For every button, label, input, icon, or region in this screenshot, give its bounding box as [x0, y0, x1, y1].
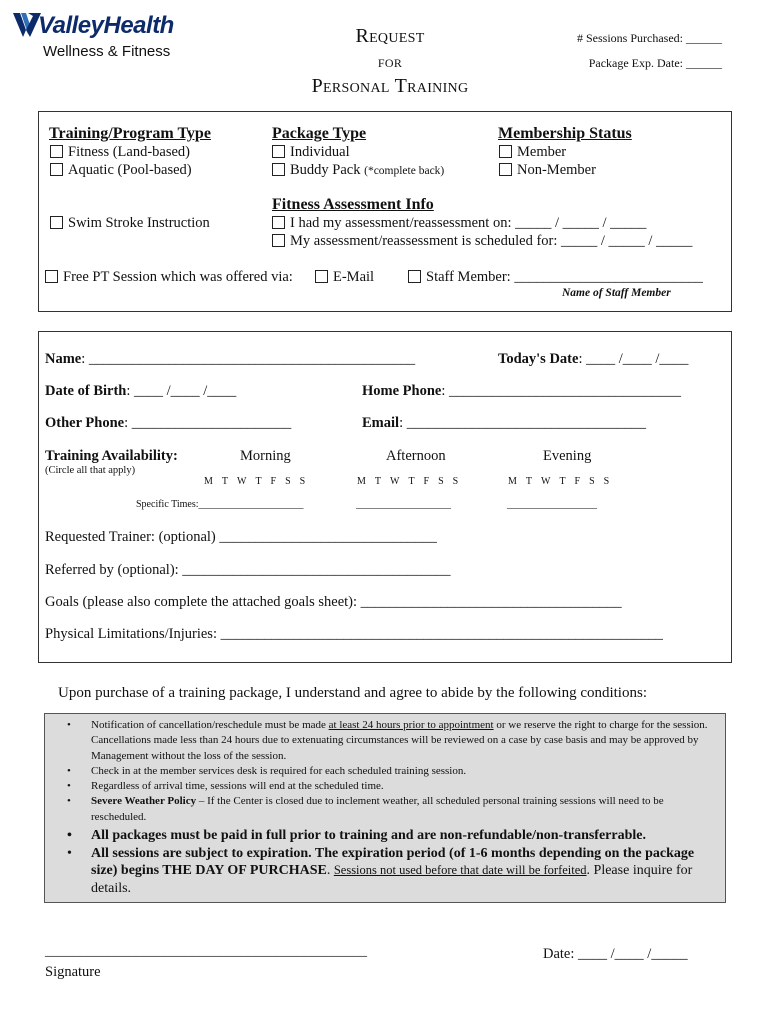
- training-type-heading: Training/Program Type: [49, 125, 211, 142]
- title-line-3: Personal Training: [311, 75, 469, 97]
- other-phone-line: : ______________________: [124, 415, 292, 431]
- assessment-had-checkbox[interactable]: [272, 216, 285, 229]
- conditions-intro: Upon purchase of a training package, I understand and agree to abide by the following conditions:: [58, 685, 647, 701]
- fitness-checkbox[interactable]: [50, 145, 63, 158]
- personal-info-section: [38, 331, 732, 663]
- non-member-checkbox[interactable]: [499, 163, 512, 176]
- condition-expiration: [45, 845, 717, 898]
- afternoon-label: Afternoon: [386, 448, 446, 464]
- staff-member-label: Staff Member: __________________________: [426, 269, 703, 285]
- evening-days[interactable]: MTWTFSS: [508, 476, 619, 487]
- condition-1-rest: or we reserve the right to charge for the session. Cancellations made less than 24 hours due to extenuating circumstances will be reviewed on a case by case basis and may be approved by Management without the loss of the session.: [91, 719, 708, 762]
- name-field[interactable]: [45, 351, 415, 368]
- form-title: [250, 24, 530, 99]
- option-individual[interactable]: [272, 144, 350, 161]
- signature-label: Signature: [45, 964, 101, 980]
- afternoon-days[interactable]: MTWTFSS: [357, 476, 468, 487]
- swim-stroke-checkbox[interactable]: [50, 216, 63, 229]
- referred-by-field[interactable]: Referred by (optional): _____________________________________: [45, 562, 451, 578]
- expiration-bold: All sessions are subject to expiration. The expiration period (of 1-6 months depending on the package size) begins THE DAY OF PURCHASE: [91, 845, 695, 879]
- evening-label: Evening: [543, 448, 592, 464]
- dob-field[interactable]: [45, 383, 236, 400]
- specific-times-label: Specific Times:: [136, 499, 199, 510]
- option-free-pt-session[interactable]: [45, 269, 293, 286]
- morning-times-line: _____________________: [198, 499, 304, 510]
- dob-label: Date of Birth: [45, 383, 127, 399]
- severe-weather-title: Severe Weather Policy: [91, 795, 197, 808]
- goals-field[interactable]: Goals (please also complete the attached goals sheet): ____________________________________: [45, 594, 622, 610]
- specific-times-field[interactable]: [136, 499, 304, 510]
- email-option-label: E-Mail: [333, 269, 375, 285]
- free-pt-label: Free PT Session which was offered via:: [63, 269, 293, 285]
- todays-date-label: Today's Date: [498, 351, 579, 367]
- option-assessment-had[interactable]: [272, 215, 646, 232]
- conditions-box: [44, 713, 726, 903]
- expiration-dot: .: [326, 863, 331, 879]
- requested-trainer-field[interactable]: Requested Trainer: (optional) ______________________________: [45, 529, 437, 545]
- staff-member-checkbox[interactable]: [408, 270, 421, 283]
- buddy-pack-checkbox[interactable]: [272, 163, 285, 176]
- aquatic-checkbox[interactable]: [50, 163, 63, 176]
- evening-times-line[interactable]: __________________: [507, 499, 597, 510]
- expiration-end: . Please inquire for details.: [91, 863, 693, 896]
- option-aquatic[interactable]: [50, 162, 192, 179]
- home-phone-label: Home Phone: [362, 383, 442, 399]
- option-swim-stroke[interactable]: [50, 215, 210, 232]
- logo-subtitle: Wellness & Fitness: [43, 43, 171, 60]
- free-pt-checkbox[interactable]: [45, 270, 58, 283]
- condition-1-text: Notification of cancellation/reschedule must be made: [91, 719, 329, 731]
- member-label: Member: [517, 144, 567, 160]
- individual-label: Individual: [290, 144, 350, 160]
- assessment-had-label: I had my assessment/reassessment on: _____ / _____ / _____: [290, 215, 647, 231]
- email-label: Email: [362, 415, 400, 431]
- aquatic-label: Aquatic (Pool-based): [68, 162, 192, 178]
- condition-arrival-time: • Regardless of arrival time, sessions will end at the scheduled time.: [45, 779, 717, 794]
- email-line: : _________________________________: [399, 415, 646, 431]
- home-phone-field[interactable]: [362, 383, 681, 400]
- circle-note: (Circle all that apply): [45, 465, 136, 476]
- sessions-purchased-field[interactable]: # Sessions Purchased: ______: [577, 31, 722, 45]
- assessment-scheduled-label: My assessment/reassessment is scheduled for: _____ / _____ / _____: [290, 233, 693, 249]
- condition-1-underline: at least 24 hours prior to appointment: [328, 719, 494, 731]
- afternoon-times-line[interactable]: ___________________: [356, 499, 451, 510]
- buddy-pack-label: Buddy Pack: [290, 162, 361, 178]
- condition-check-in: • Check in at the member services desk is required for each scheduled training session.: [45, 764, 717, 779]
- option-assessment-scheduled[interactable]: [272, 233, 692, 250]
- member-checkbox[interactable]: [499, 145, 512, 158]
- signature-date-field[interactable]: Date: ____ /____ /_____: [543, 946, 688, 962]
- title-line-1: Request: [355, 25, 425, 47]
- title-line-2: for: [377, 52, 403, 71]
- training-availability-label: Training Availability:: [45, 448, 178, 464]
- option-staff-member[interactable]: [408, 269, 703, 286]
- todays-date-line: : ____ /____ /____: [578, 351, 689, 367]
- buddy-pack-note: (*complete back): [364, 165, 445, 177]
- condition-severe-weather: [45, 794, 717, 825]
- option-buddy-pack[interactable]: [272, 162, 444, 179]
- option-member[interactable]: [499, 144, 566, 161]
- other-phone-label: Other Phone: [45, 415, 125, 431]
- severe-weather-text: – If the Center is closed due to inclement weather, all scheduled personal training sessions will need to be rescheduled.: [91, 795, 664, 823]
- logo-wordmark: ValleyHealth: [38, 12, 174, 39]
- email-field[interactable]: [362, 415, 646, 432]
- signature-line[interactable]: ______________________________________________: [45, 944, 367, 959]
- package-type-heading: Package Type: [272, 125, 367, 142]
- staff-name-caption: Name of Staff Member: [562, 287, 671, 299]
- email-checkbox[interactable]: [315, 270, 328, 283]
- individual-checkbox[interactable]: [272, 145, 285, 158]
- home-phone-line: : ________________________________: [441, 383, 681, 399]
- fitness-label: Fitness (Land-based): [68, 144, 191, 160]
- assessment-scheduled-checkbox[interactable]: [272, 234, 285, 247]
- non-member-label: Non-Member: [517, 162, 596, 178]
- condition-cancellation: [45, 718, 717, 764]
- fitness-assessment-heading: Fitness Assessment Info: [272, 196, 434, 213]
- swim-stroke-label: Swim Stroke Instruction: [68, 215, 210, 231]
- todays-date-field[interactable]: [498, 351, 688, 368]
- limitations-field[interactable]: Physical Limitations/Injuries: _____________________________________________________________: [45, 626, 663, 642]
- expiration-forfeit: Sessions not used before that date will be forfeited: [333, 863, 587, 878]
- name-line: : _____________________________________________: [81, 351, 416, 367]
- dob-line: : ____ /____ /____: [126, 383, 237, 399]
- option-non-member[interactable]: [499, 162, 596, 179]
- membership-status-heading: Membership Status: [498, 125, 632, 142]
- other-phone-field[interactable]: [45, 415, 291, 432]
- option-fitness[interactable]: [50, 144, 190, 161]
- condition-payment: • All packages must be paid in full prior to training and are non-refundable/non-transferrable.: [45, 827, 717, 845]
- option-email[interactable]: [315, 269, 374, 286]
- name-label: Name: [45, 351, 82, 367]
- morning-label: Morning: [240, 448, 291, 464]
- package-exp-date-field[interactable]: Package Exp. Date: ______: [588, 56, 722, 70]
- morning-days[interactable]: MTWTFSS: [204, 476, 315, 487]
